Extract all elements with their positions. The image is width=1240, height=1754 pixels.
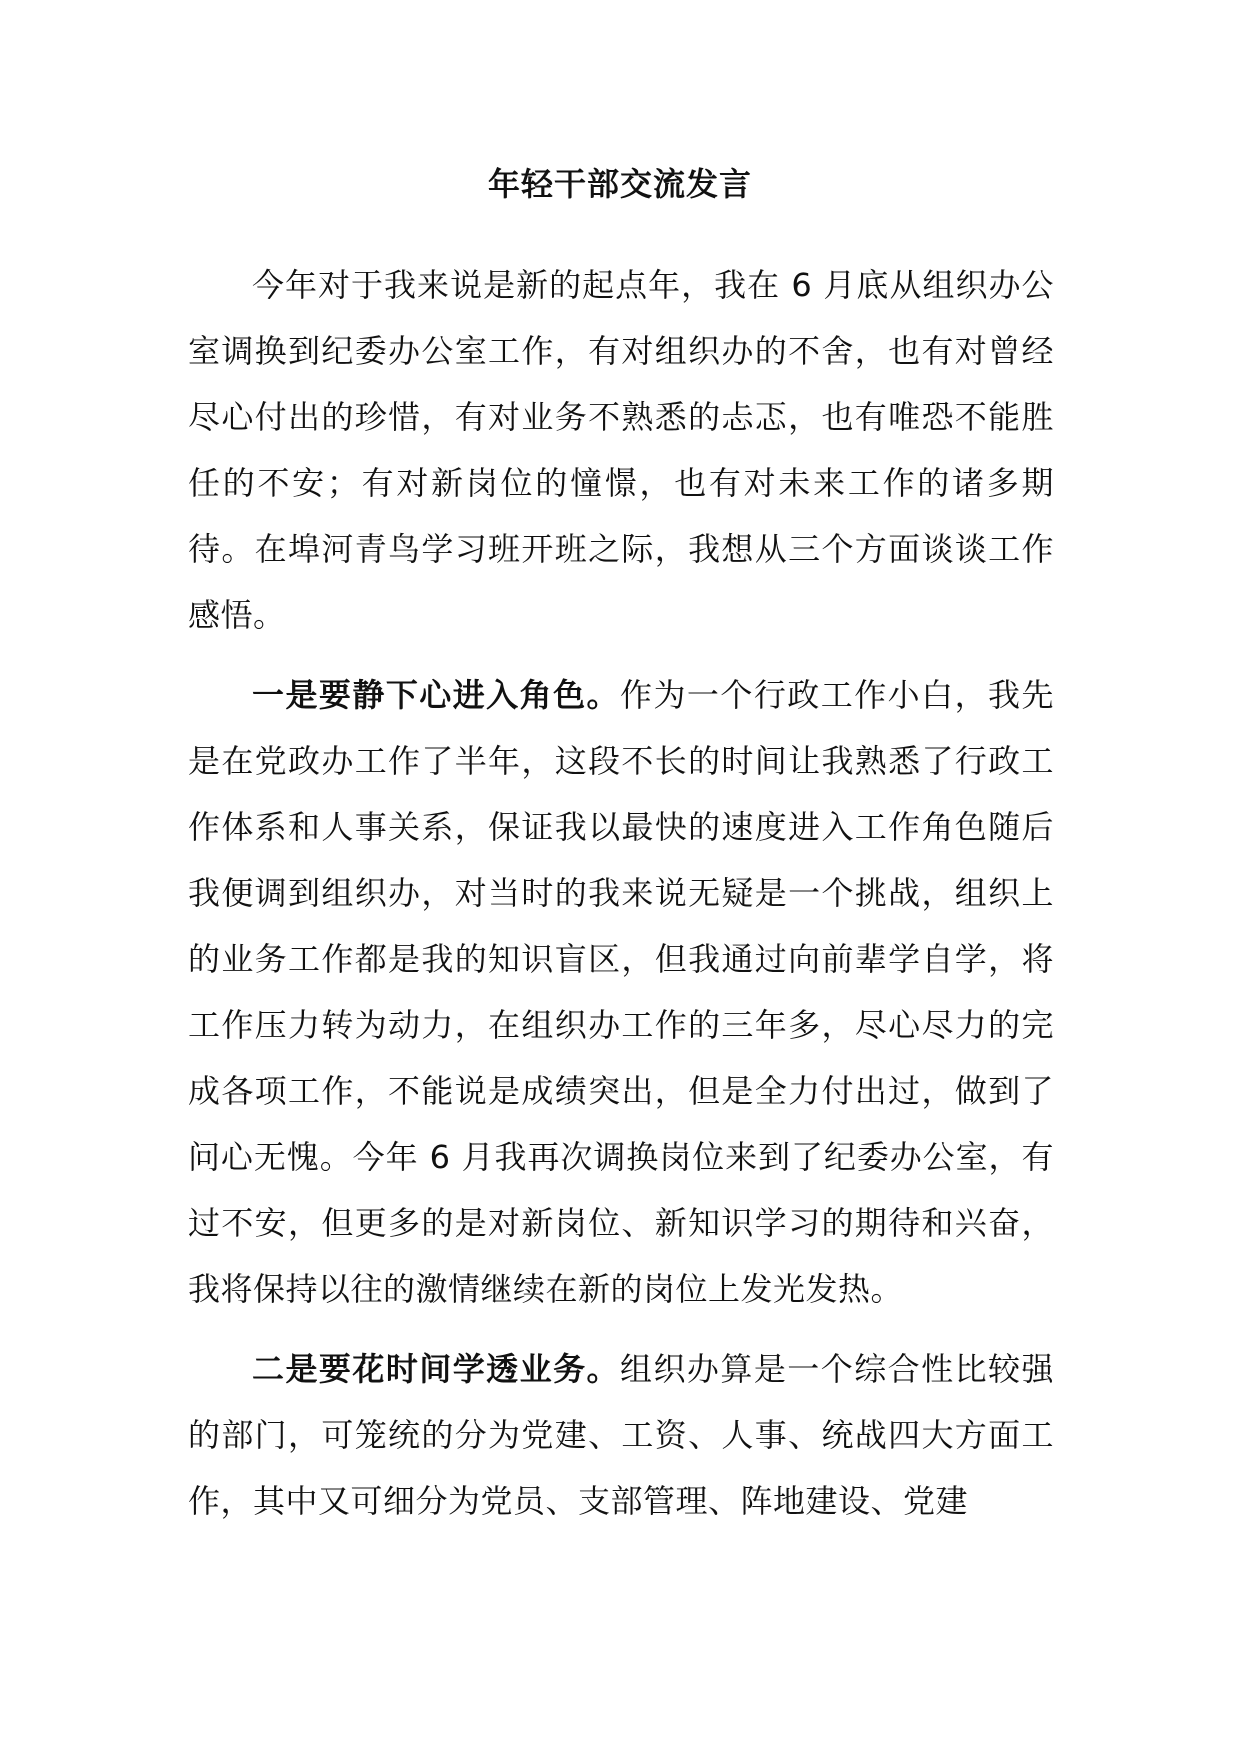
paragraph-lead: 二是要花时间学透业务。	[252, 1350, 621, 1388]
paragraph-text: 今年对于我来说是新的起点年，我在 6 月底从组织办公室调换到纪委办公室工作，有对组织办的不舍，也有对曾经尽心付出的珍惜，有对业务不熟悉的忐忑，也有唯恐不能胜任的不安；有对新岗位的憧憬，也有对未来工作的诸多期待。在埠河青鸟学习班开班之际，我想从三个方面谈谈工作感悟。	[188, 266, 1054, 634]
document-body	[188, 252, 1054, 1548]
document-title: 年轻干部交流发言	[487, 165, 752, 203]
paragraph-point-two	[188, 1336, 1054, 1534]
paragraph-text: 作为一个行政工作小白，我先是在党政办工作了半年，这段不长的时间让我熟悉了行政工作体系和人事关系，保证我以最快的速度进入工作角色随后我便调到组织办，对当时的我来说无疑是一个挑战，组织上的业务工作都是我的知识盲区，但我通过向前辈学自学，将工作压力转为动力，在组织办工作的三年多，尽心尽力的完成各项工作，不能说是成绩突出，但是全力付出过，做到了问心无愧。今年 6 月我再次调换岗位来到了纪委办公室，有过不安，但更多的是对新岗位、新知识学习的期待和兴奋，我将保持以往的激情继续在新的岗位上发光发热。	[188, 676, 1054, 1308]
paragraph-intro	[188, 252, 1054, 648]
paragraph-text: 组织办算是一个综合性比较强的部门，可笼统的分为党建、工资、人事、统战四大方面工作，其中又可细分为党员、支部管理、阵地建设、党建	[188, 1350, 1054, 1520]
paragraph-lead: 一是要静下心进入角色。	[252, 676, 621, 714]
paragraph-point-one	[188, 662, 1054, 1322]
